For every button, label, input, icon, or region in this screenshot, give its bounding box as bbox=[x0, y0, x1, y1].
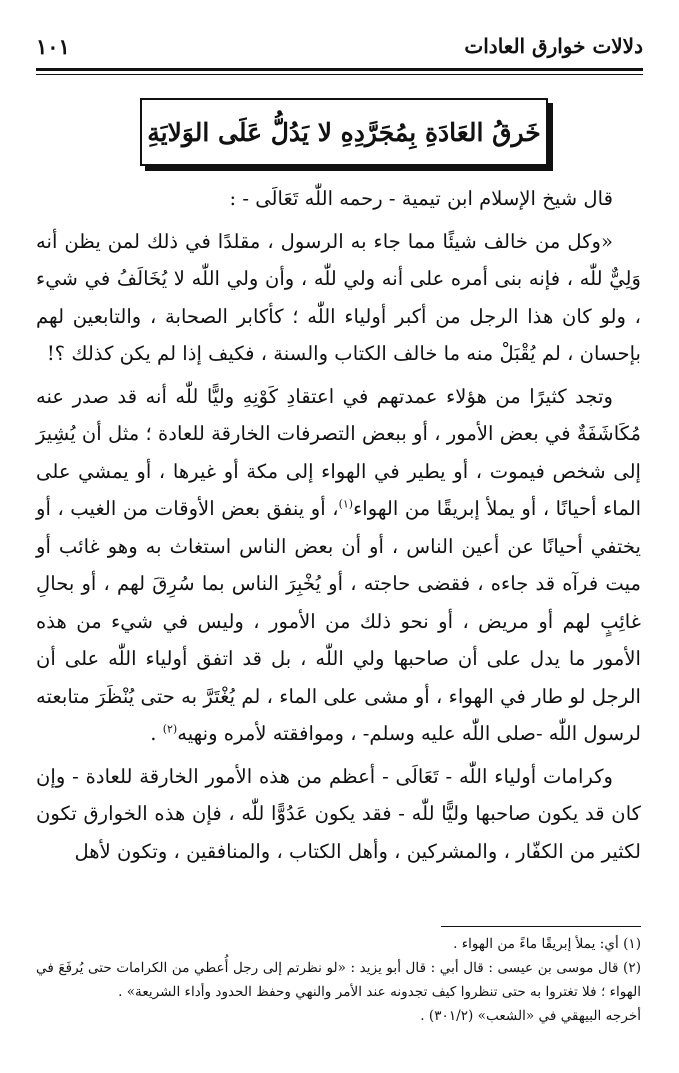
chapter-title-box bbox=[140, 98, 548, 166]
paragraph-miracles bbox=[36, 378, 641, 753]
footnotes bbox=[36, 932, 641, 1028]
page-header bbox=[36, 28, 643, 64]
body-text bbox=[36, 180, 641, 870]
running-title: دلالات خوارق العادات bbox=[464, 34, 643, 58]
paragraph-miracles-part1: وتجد كثيرًا من هؤلاء عمدتهم في اعتقادِ كَوْنِهِ وليًّا للّٰه أنه قد صدر عنه مُكَاشَفَةٌ في بعض الأمور ، أو ببعض التصرفات الخارقة للعادة ؛ مثل أن يُشِيرَ إلى شخص فيموت ، أو يطير في الهواء إلى مكة أو غيرها ، أو يمشي على الماء أحيانًا ، أو يملأ إبريقًا من الهواء bbox=[36, 384, 642, 520]
header-rule-thin bbox=[36, 74, 643, 75]
footnote-separator bbox=[441, 926, 641, 927]
chapter-title: خَرقُ العَادَةِ بِمُجَرَّدِهِ لا يَدُلُّ عَلَى الوَلايَةِ bbox=[147, 117, 541, 147]
footnote-1: (١) أي: يملأ إبريقًا ماءً من الهواء . bbox=[453, 936, 641, 952]
page-number: ١٠١ bbox=[36, 33, 70, 59]
paragraph-intro: قال شيخ الإسلام ابن تيمية - رحمه اللّٰه تَعَالَى - : bbox=[229, 187, 613, 210]
footnote-2-source: أخرجه البيهقي في «الشعب» (٣٠١/٢) . bbox=[420, 1008, 641, 1024]
paragraph-quote-start: «وكل من خالف شيئًا مما جاء به الرسول ، مقلدًا في ذلك لمن يظن أنه وَلِيٌّ للّٰه ، فإنه بنى أمره على أنه ولي للّٰه ، وأن ولي اللّٰه لا يُخَالَفُ في شيء ، ولو كان هذا الرجل من أكبر أولياء اللّٰه ؛ كأكابر الصحابة ، والتابعين لهم بإحسان ، لم يُقْبَلْ منه ما خالف الكتاب والسنة ، فكيف إذا لم يكن كذلك ؟! bbox=[36, 229, 641, 365]
footnote-ref-2[interactable]: (٢) bbox=[162, 722, 178, 736]
footnote-ref-1[interactable]: (١) bbox=[338, 497, 354, 511]
footnote-2: (٢) قال موسى بن عيسى : قال أبي : قال أبو يزيد : «لو نظرتم إلى رجل أُعطي من الكرامات حتى يُرفَعَ في الهواء ؛ فلا تغتروا به حتى تنظروا كيف تجدونه عند الأمر والنهي وحفظ الحدود وأداء الشريعة» . bbox=[36, 960, 641, 1000]
header-rule-thick bbox=[36, 68, 643, 71]
paragraph-miracles-end: . bbox=[150, 722, 157, 745]
paragraph-miracles-part2: ، أو ينفق بعض الأوقات من الغيب ، أو يختفي أحيانًا عن أعين الناس ، أو أن بعض الناس استغاث به وهو غائب أو ميت فرآه قد جاءه ، فقضى حاجته ، أو يُخْبِرَ الناس بما سُرِقَ لهم ، أو بحالِ غائِبٍ لهم أو مريض ، أو نحو ذلك من الأمور ، وليس في شيء من هذه الأمور ما يدل على أن صاحبها ولي اللّٰه ، بل قد اتفق أولياء اللّٰه على أن الرجل لو طار في الهواء ، أو مشى على الماء ، لم يُغْتَرَّ به حتى يُنْظَرَ متابعته لرسول اللّٰه -صلى اللّٰه عليه وسلم- ، وموافقته لأمره ونهيه bbox=[36, 497, 641, 745]
paragraph-karamat: وكرامات أولياء اللّٰه - تَعَالَى - أعظم من هذه الأمور الخارقة للعادة - وإن كان قد يكون صاحبها وليًّا للّٰه - فقد يكون عَدُوًّا للّٰه ، فإن هذه الخوارق تكون لكثير من الكفّار ، والمشركين ، وأهل الكتاب ، والمنافقين ، وتكون لأهل bbox=[36, 764, 641, 863]
